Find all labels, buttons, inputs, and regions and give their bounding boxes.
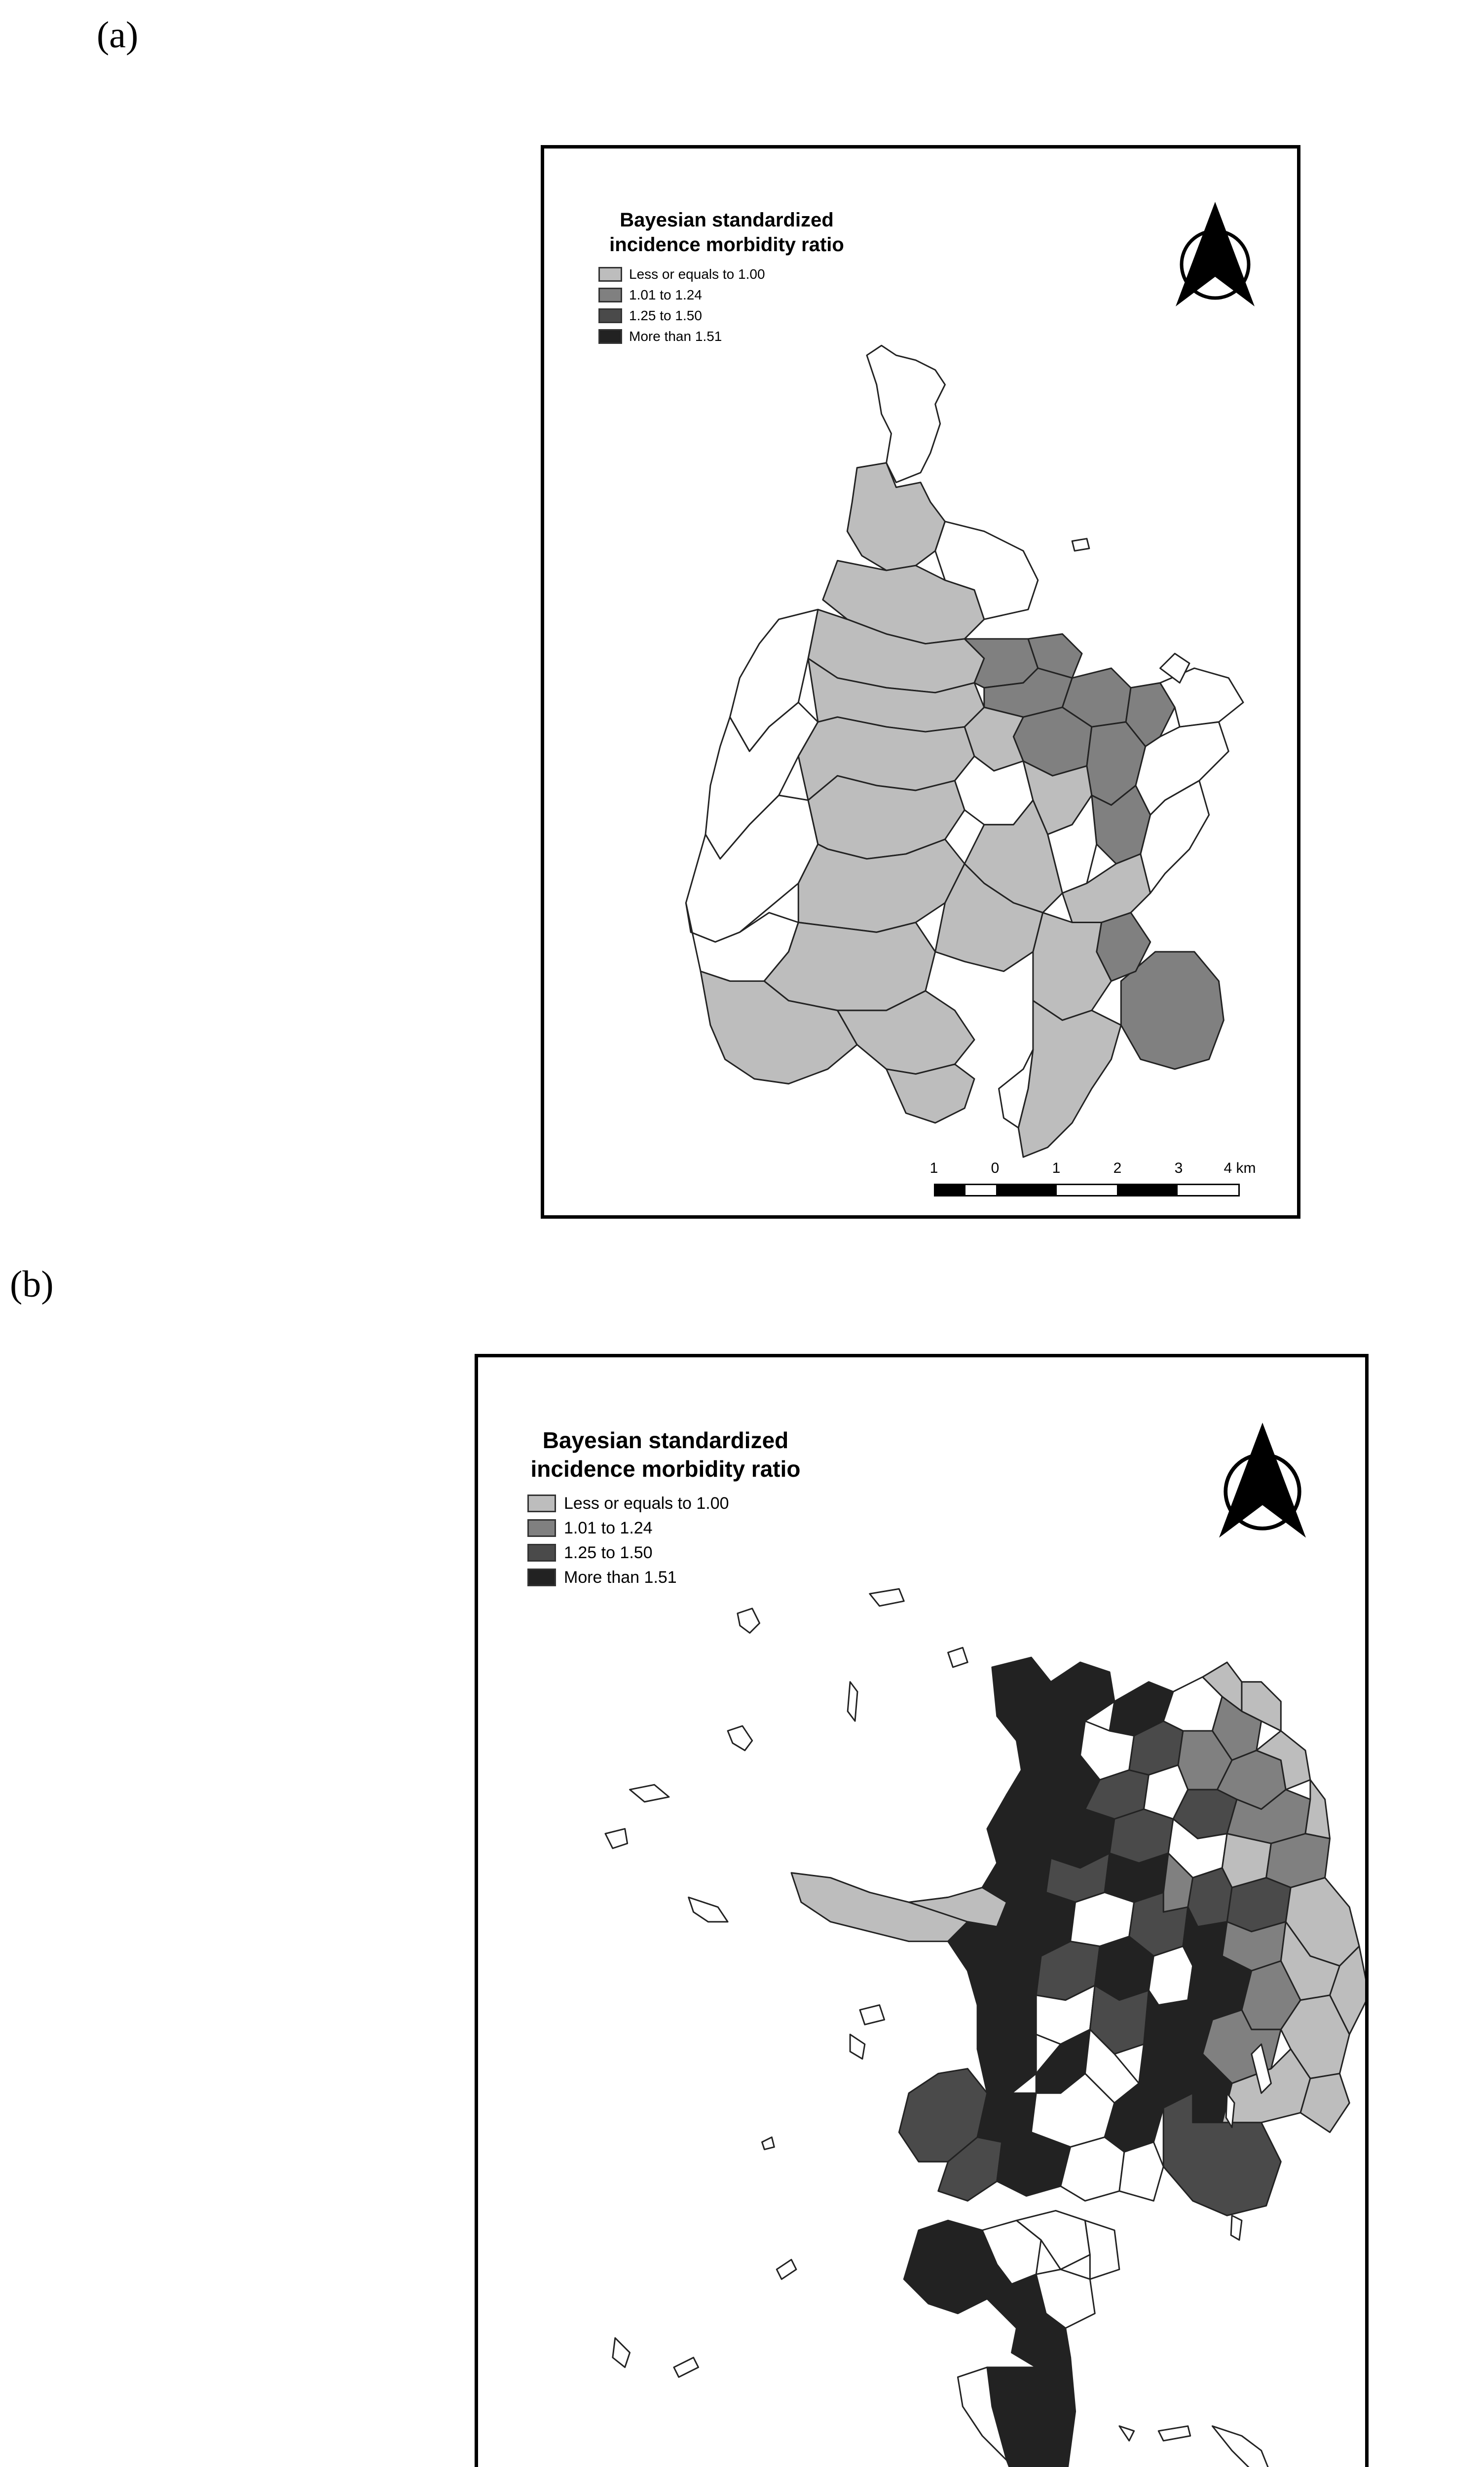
region <box>777 2260 796 2280</box>
legend-item-label: 1.01 to 1.24 <box>564 1518 653 1537</box>
region <box>1018 1001 1121 1157</box>
region <box>887 1064 974 1123</box>
scale-tick: 2 <box>1113 1160 1122 1176</box>
legend-item-label: Less or equals to 1.00 <box>564 1494 729 1513</box>
region <box>904 2220 997 2314</box>
legend-item-class2 <box>527 1516 804 1540</box>
legend-item-label: 1.25 to 1.50 <box>564 1543 653 1562</box>
region <box>605 1829 628 1848</box>
legend-title-line1: Bayesian standardized <box>620 209 834 231</box>
legend-item-class3 <box>598 305 855 326</box>
region <box>762 2137 775 2150</box>
legend-item-label: 1.25 to 1.50 <box>629 308 702 323</box>
legend-title <box>598 208 855 257</box>
scale-tick: 4 km <box>1224 1160 1256 1176</box>
region <box>1041 1662 1114 1721</box>
legend-item-label: 1.01 to 1.24 <box>629 287 702 302</box>
scale-ticks <box>929 1160 1256 1180</box>
region <box>1072 539 1089 551</box>
legend-item-label: Less or equals to 1.00 <box>629 266 765 282</box>
legend-title <box>527 1426 804 1483</box>
region <box>870 1589 904 1606</box>
region <box>1119 2426 1134 2441</box>
scale-tick: 3 <box>1174 1160 1183 1176</box>
legend-title-line2: incidence morbidity ratio <box>609 234 844 256</box>
legend-title-line2: incidence morbidity ratio <box>530 1456 801 1482</box>
legend-items <box>598 264 855 347</box>
region <box>860 2005 885 2025</box>
region <box>1231 2215 1242 2240</box>
region <box>1305 1780 1330 1838</box>
region <box>613 2338 630 2367</box>
legend-b <box>527 1426 804 1590</box>
north-arrow-icon <box>1166 198 1264 311</box>
legend-item-class1 <box>598 264 855 285</box>
region <box>1119 2142 1163 2201</box>
panel-b-label: (b) <box>10 1264 54 1305</box>
region <box>867 345 945 482</box>
scale-tick: 0 <box>991 1160 1000 1176</box>
legend-item-class3 <box>527 1540 804 1565</box>
panel-a-label: (a) <box>97 14 139 56</box>
region <box>1158 2426 1190 2441</box>
region <box>728 1726 752 1751</box>
region <box>1212 2426 1271 2467</box>
legend-swatch <box>598 267 622 282</box>
region <box>1085 2220 1119 2279</box>
legend-swatch <box>598 288 622 302</box>
legend-item-class2 <box>598 285 855 305</box>
region <box>1149 1946 1192 2005</box>
scale-bar <box>934 1184 1240 1196</box>
legend-swatch <box>527 1569 556 1586</box>
region <box>850 2034 865 2059</box>
region <box>674 2357 699 2377</box>
legend-item-class4 <box>598 326 855 347</box>
region <box>1188 1868 1232 1927</box>
map-a-frame <box>541 145 1300 1219</box>
legend-swatch <box>527 1544 556 1562</box>
legend-item-class1 <box>527 1491 804 1516</box>
legend-swatch <box>527 1519 556 1537</box>
scalebar-a <box>929 1160 1256 1196</box>
legend-swatch <box>527 1495 556 1512</box>
region <box>1061 2137 1124 2201</box>
legend-title-line1: Bayesian standardized <box>542 1427 789 1453</box>
region <box>630 1785 669 1802</box>
region <box>738 1608 760 1633</box>
region <box>1033 913 1112 1020</box>
legend-swatch <box>598 308 622 323</box>
legend-a <box>598 208 855 347</box>
region <box>948 1647 968 1667</box>
legend-items <box>527 1491 804 1590</box>
region <box>848 1682 857 1721</box>
scale-tick: 1 <box>929 1160 938 1176</box>
map-b-frame <box>475 1354 1369 2467</box>
north-arrow-icon <box>1208 1417 1317 1545</box>
legend-item-label: More than 1.51 <box>564 1568 677 1587</box>
region <box>689 1897 728 1922</box>
legend-item-class4 <box>527 1565 804 1590</box>
scale-tick: 1 <box>1052 1160 1061 1176</box>
legend-swatch <box>598 329 622 344</box>
legend-item-label: More than 1.51 <box>629 329 722 344</box>
